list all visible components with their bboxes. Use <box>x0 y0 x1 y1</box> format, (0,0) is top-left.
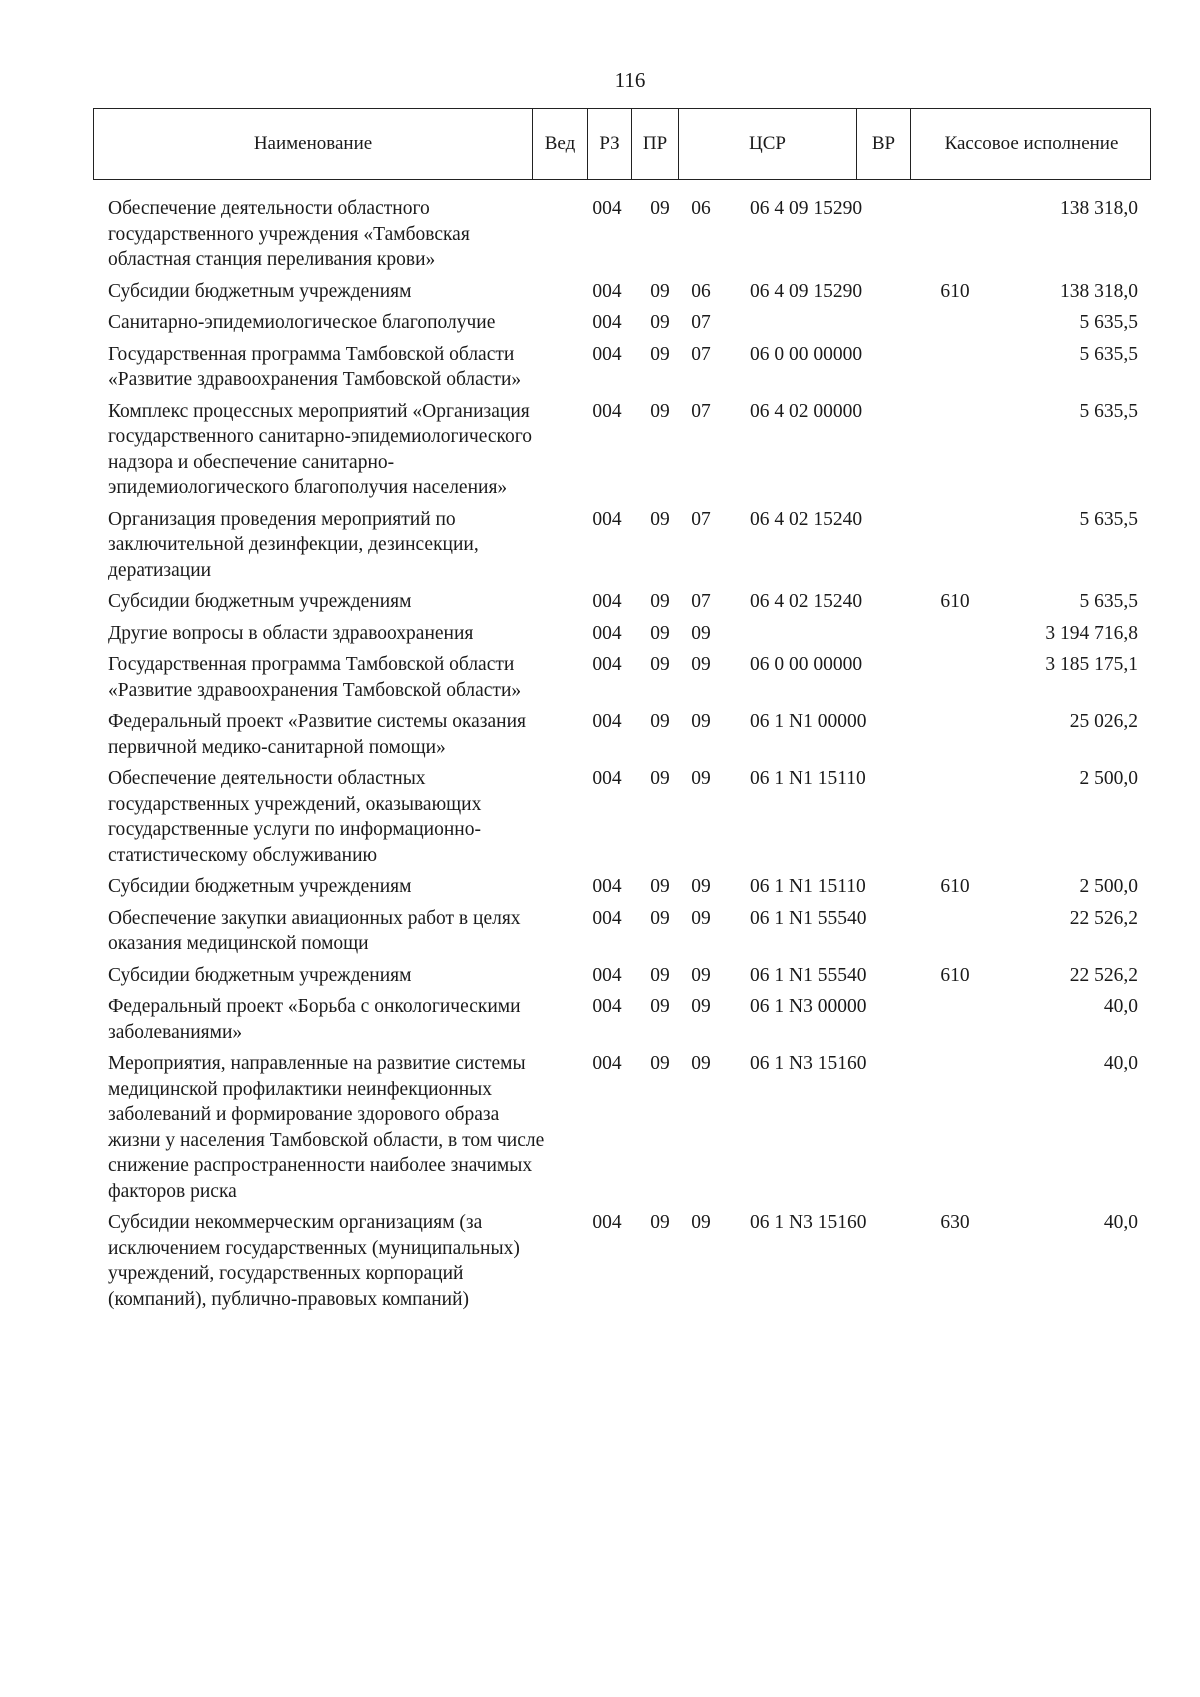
table-row <box>0 621 1200 653</box>
table-body <box>0 196 1200 1318</box>
row-rz: 09 <box>650 622 670 644</box>
row-name: Другие вопросы в области здравоохранения <box>108 622 474 644</box>
row-pr: 09 <box>691 1053 711 1074</box>
row-ved: 004 <box>592 1212 622 1233</box>
header-ved: Вед <box>532 109 587 179</box>
row-csr: 06 1 N3 15160 <box>750 1212 867 1233</box>
row-rz: 09 <box>650 280 670 302</box>
row-pr: 07 <box>691 312 711 333</box>
table-row <box>0 279 1200 311</box>
table-row <box>0 589 1200 621</box>
row-ved: 004 <box>592 964 622 986</box>
row-csr: 06 1 N1 15110 <box>750 876 866 897</box>
row-ved: 004 <box>592 280 622 302</box>
row-name: Организация проведения мероприятий по заключительной дезинфекции, дезинсекции, дератизации <box>108 508 479 581</box>
row-ved: 004 <box>592 654 622 675</box>
row-rz: 09 <box>650 1212 670 1233</box>
row-name: Государственная программа Тамбовской области «Развитие здравоохранения Тамбовской области» <box>108 654 522 701</box>
table-row <box>0 709 1200 766</box>
row-name: Субсидии бюджетным учреждениям <box>108 591 412 612</box>
row-ved: 004 <box>592 907 622 929</box>
table-row <box>0 652 1200 709</box>
row-pr: 09 <box>691 768 711 789</box>
row-csr: 06 4 02 00000 <box>750 400 863 422</box>
table-row <box>0 994 1200 1051</box>
row-rz: 09 <box>650 907 670 929</box>
row-vr: 610 <box>940 876 970 897</box>
row-amount: 5 635,5 <box>1079 343 1138 365</box>
row-name: Обеспечение деятельности областных государственных учреждений, оказывающих государственные услуги по информационно-статистическому обслуживанию <box>108 768 482 866</box>
row-amount: 2 500,0 <box>1079 876 1138 897</box>
row-pr: 09 <box>691 711 711 732</box>
row-rz: 09 <box>650 312 670 333</box>
row-amount: 3 194 716,8 <box>1045 622 1138 644</box>
row-vr: 610 <box>940 591 970 612</box>
table-row <box>0 507 1200 590</box>
row-ved: 004 <box>592 768 622 789</box>
row-ved: 004 <box>592 312 622 333</box>
header-name: Наименование <box>253 133 373 154</box>
row-name: Мероприятия, направленные на развитие системы медицинской профилактики неинфекционных заболеваний и формирование здорового образа жизни у населения Тамбовской области, в том числе снижение распространенности наиболее значимых факторов риска <box>108 1053 545 1202</box>
row-rz: 09 <box>650 711 670 732</box>
row-rz: 09 <box>650 876 670 897</box>
row-amount: 5 635,5 <box>1079 312 1138 333</box>
row-name: Федеральный проект «Борьба с онкологическими заболеваниями» <box>108 996 521 1043</box>
row-name: Федеральный проект «Развитие системы оказания первичной медико-санитарной помощи» <box>108 711 526 758</box>
row-amount: 5 635,5 <box>1079 400 1138 422</box>
table-row <box>0 906 1200 963</box>
row-rz: 09 <box>650 964 670 986</box>
row-pr: 07 <box>691 400 711 422</box>
row-pr: 07 <box>691 508 711 530</box>
row-amount: 2 500,0 <box>1079 768 1138 789</box>
row-rz: 09 <box>650 996 670 1017</box>
row-csr: 06 1 N3 15160 <box>750 1053 867 1074</box>
row-ved: 004 <box>592 343 622 365</box>
row-amount: 40,0 <box>1103 1053 1138 1074</box>
header-rz: РЗ <box>587 109 631 179</box>
row-name: Государственная программа Тамбовской области «Развитие здравоохранения Тамбовской области» <box>108 343 522 390</box>
table-row <box>0 196 1200 279</box>
row-ved: 004 <box>592 876 622 897</box>
header-vr: ВР <box>856 109 910 179</box>
row-amount: 138 318,0 <box>1060 280 1138 302</box>
row-csr: 06 4 02 15240 <box>750 591 863 612</box>
row-pr: 09 <box>691 907 711 929</box>
row-amount: 22 526,2 <box>1069 907 1138 929</box>
row-ved: 004 <box>592 622 622 644</box>
row-rz: 09 <box>650 508 670 530</box>
row-name: Субсидии некоммерческим организациям (за исключением государственных (муниципальных) учреждений, государственных корпораций (компаний), публично-правовых компаний) <box>108 1212 520 1310</box>
row-ved: 004 <box>592 996 622 1017</box>
table-row <box>0 342 1200 399</box>
row-name: Субсидии бюджетным учреждениям <box>108 876 412 897</box>
row-amount: 22 526,2 <box>1069 964 1138 986</box>
row-name: Субсидии бюджетным учреждениям <box>108 964 412 986</box>
row-rz: 09 <box>650 343 670 365</box>
row-pr: 07 <box>691 591 711 612</box>
row-pr: 09 <box>691 1212 711 1233</box>
row-name: Обеспечение деятельности областного государственного учреждения «Тамбовская областная станция переливания крови» <box>108 198 470 270</box>
row-csr: 06 1 N1 00000 <box>750 711 867 732</box>
row-pr: 09 <box>691 654 711 675</box>
row-pr: 09 <box>691 964 711 986</box>
header-amount: Кассовое исполнение <box>910 109 1152 179</box>
table-row <box>0 874 1200 906</box>
row-ved: 004 <box>592 508 622 530</box>
row-csr: 06 1 N1 15110 <box>750 768 866 789</box>
row-rz: 09 <box>650 654 670 675</box>
row-rz: 09 <box>650 591 670 612</box>
row-rz: 09 <box>650 198 670 219</box>
row-amount: 25 026,2 <box>1069 711 1138 732</box>
row-vr: 610 <box>940 280 970 302</box>
row-pr: 06 <box>691 280 711 302</box>
row-name: Комплекс процессных мероприятий «Организация государственного санитарно-эпидемиологического надзора и обеспечение санитарно-эпидемиологического благополучия населения» <box>108 400 533 498</box>
row-vr: 630 <box>940 1212 970 1233</box>
row-name: Обеспечение закупки авиационных работ в целях оказания медицинской помощи <box>108 907 521 954</box>
table-row <box>0 310 1200 342</box>
row-csr: 06 1 N1 55540 <box>750 907 867 929</box>
row-amount: 5 635,5 <box>1079 508 1138 530</box>
row-rz: 09 <box>650 1053 670 1074</box>
table-row <box>0 1051 1200 1210</box>
row-amount: 5 635,5 <box>1079 591 1138 612</box>
row-pr: 09 <box>691 876 711 897</box>
row-ved: 004 <box>592 591 622 612</box>
row-name: Санитарно-эпидемиологическое благополучие <box>108 312 496 333</box>
row-csr: 06 1 N3 00000 <box>750 996 867 1017</box>
row-vr: 610 <box>940 964 970 986</box>
row-csr: 06 4 09 15290 <box>750 280 863 302</box>
row-pr: 06 <box>691 198 711 219</box>
page-number: 116 <box>614 68 646 92</box>
row-amount: 3 185 175,1 <box>1045 654 1138 675</box>
row-pr: 07 <box>691 343 711 365</box>
row-csr: 06 0 00 00000 <box>750 654 863 675</box>
row-name: Субсидии бюджетным учреждениям <box>108 280 412 302</box>
row-pr: 09 <box>691 996 711 1017</box>
row-csr: 06 0 00 00000 <box>750 343 863 365</box>
table-row <box>0 399 1200 507</box>
header-pr: ПР <box>631 109 678 179</box>
header-csr: ЦСР <box>678 109 856 179</box>
row-ved: 004 <box>592 1053 622 1074</box>
row-amount: 138 318,0 <box>1060 198 1138 219</box>
row-ved: 004 <box>592 400 622 422</box>
row-csr: 06 1 N1 55540 <box>750 964 867 986</box>
row-csr: 06 4 09 15290 <box>750 198 863 219</box>
row-rz: 09 <box>650 768 670 789</box>
table-header <box>93 108 1151 180</box>
row-rz: 09 <box>650 400 670 422</box>
row-amount: 40,0 <box>1103 996 1138 1017</box>
table-row <box>0 766 1200 874</box>
table-row <box>0 963 1200 995</box>
row-ved: 004 <box>592 711 622 732</box>
table-row <box>0 1210 1200 1318</box>
row-csr: 06 4 02 15240 <box>750 508 863 530</box>
row-amount: 40,0 <box>1103 1212 1138 1233</box>
row-pr: 09 <box>691 622 711 644</box>
row-ved: 004 <box>592 198 622 219</box>
